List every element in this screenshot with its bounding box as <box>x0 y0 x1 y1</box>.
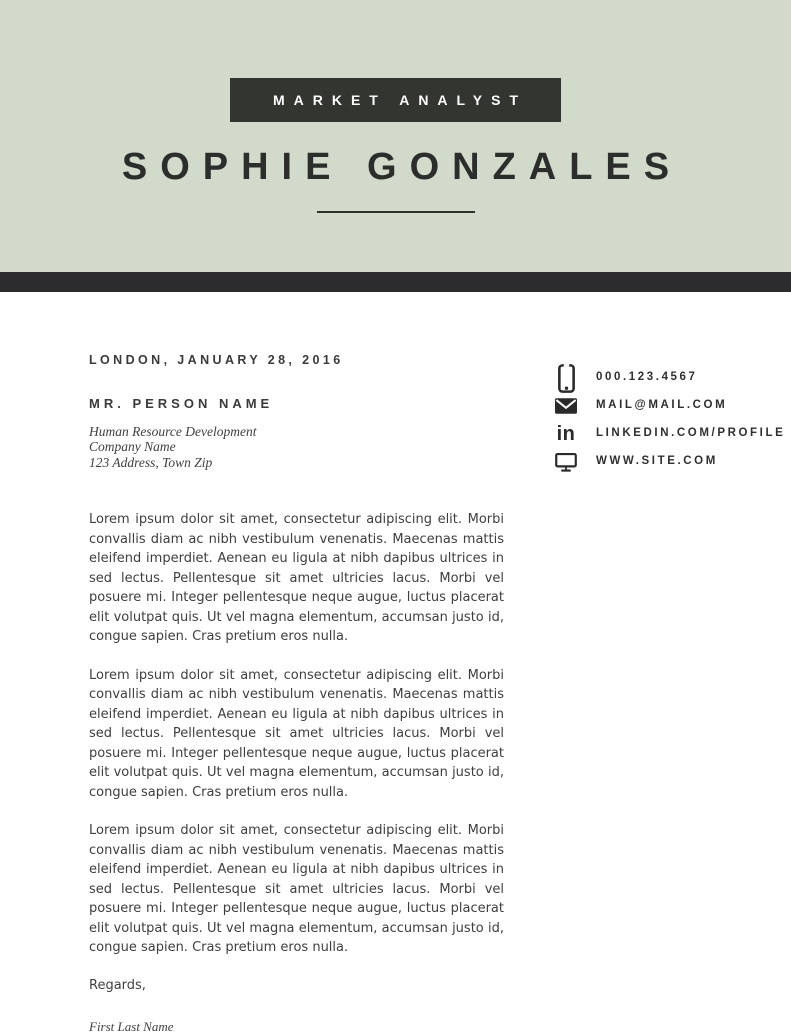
role-badge <box>230 78 561 122</box>
role-badge-label: MARKET ANALYST <box>272 92 528 108</box>
email-address: MAIL@MAIL.COM <box>596 399 728 412</box>
phone-number: 000.123.4567 <box>596 371 698 384</box>
linkedin-url: LINKEDIN.COM/PROFILE <box>596 427 786 440</box>
letter-paragraph: Lorem ipsum dolor sit amet, consectetur adipiscing elit. Morbi convallis diam ac nibh vestibulum venenatis. Maecenas mattis eleifend imperdiet. Aenean eu ligula at nibh dapibus ultrices in sed lectus. Pellentesque sit amet ultricies lacus. Morbi vel posuere mi. Integer pellentesque neque augue, luctus placerat elit volutpat quis. Ut vel magna elementum, accumsan justo id, congue sapien. Cras pretium eros nulla. <box>89 667 504 800</box>
contact-column <box>554 292 785 1035</box>
contact-row-email <box>554 392 785 420</box>
letter-paragraph: Lorem ipsum dolor sit amet, consectetur adipiscing elit. Morbi convallis diam ac nibh vestibulum venenatis. Maecenas mattis eleifend imperdiet. Aenean eu ligula at nibh dapibus ultrices in sed lectus. Pellentesque sit amet ultricies lacus. Morbi vel posuere mi. Integer pellentesque neque augue, luctus placerat elit volutpat quis. Ut vel magna elementum, accumsan justo id, congue sapien. Cras pretium eros nulla. <box>89 823 504 955</box>
letter-body <box>0 292 791 1035</box>
person-name: SOPHIE GONZALES <box>121 146 683 188</box>
recipient-detail-line: Human Resource Development <box>89 423 257 439</box>
letter-column <box>89 292 504 1035</box>
recipient-details <box>89 424 504 471</box>
recipient-name: MR. PERSON NAME <box>89 395 274 411</box>
recipient-detail-line: 123 Address, Town Zip <box>89 454 213 470</box>
mail-icon <box>554 398 578 414</box>
title-underline <box>317 211 475 213</box>
website-url: WWW.SITE.COM <box>596 455 718 468</box>
contact-row-website <box>554 448 785 476</box>
header <box>0 0 791 272</box>
divider-bar <box>0 272 791 292</box>
contact-row-phone <box>554 364 785 392</box>
phone-icon <box>554 364 578 393</box>
contact-row-linkedin <box>554 420 785 448</box>
closing: Regards, <box>89 977 146 993</box>
website-icon <box>554 453 578 472</box>
signature: First Last Name <box>89 1018 174 1034</box>
letter-paragraph: Lorem ipsum dolor sit amet, consectetur adipiscing elit. Morbi convallis diam ac nibh vestibulum venenatis. Maecenas mattis eleifend imperdiet. Aenean eu ligula at nibh dapibus ultrices in sed lectus. Pellentesque sit amet ultricies lacus. Morbi vel posuere mi. Integer pellentesque neque augue, luctus placerat elit volutpat quis. Ut vel magna elementum, accumsan justo id, congue sapien. Cras pretium eros nulla. <box>89 512 504 644</box>
dateline: LONDON, JANUARY 28, 2016 <box>89 353 344 367</box>
recipient-detail-line: Company Name <box>89 439 176 454</box>
linkedin-icon: in <box>556 423 576 445</box>
